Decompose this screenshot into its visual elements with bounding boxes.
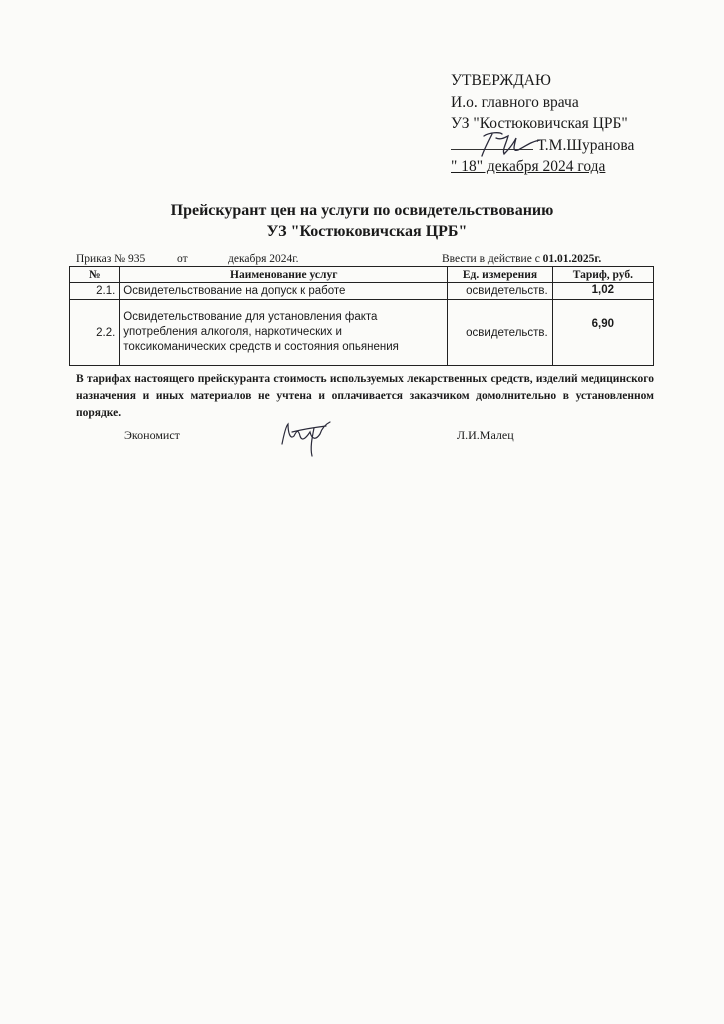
table-row xyxy=(70,300,654,366)
row-tariff: 6,90 xyxy=(552,300,653,366)
header-num: № xyxy=(70,267,120,283)
header-unit: Ед. измерения xyxy=(448,267,553,283)
price-table xyxy=(69,266,654,366)
row-unit: освидетельств. xyxy=(448,300,553,366)
row-num: 2.2. xyxy=(70,300,120,366)
order-number: Приказ № 935 xyxy=(76,253,146,265)
table-header-row xyxy=(70,267,654,283)
approval-block xyxy=(451,70,634,178)
approval-heading: УТВЕРЖДАЮ xyxy=(451,72,551,89)
economist-position: Экономист xyxy=(124,428,180,442)
header-name: Наименование услуг xyxy=(120,267,448,283)
document-title xyxy=(0,200,724,242)
tariff-note: В тарифах настоящего прейскуранта стоимость используемых лекарственных средств, изделий медицинского назначения и иных материалов не учтена и оплачивается заказчиком домолнительно в установленном порядке. xyxy=(76,373,654,419)
effective-label: Ввести в действие с xyxy=(442,253,540,265)
row-name: Освидетельствование на допуск к работе xyxy=(120,283,448,300)
row-name: Освидетельствование для установления факта употребления алкоголя, наркотических и токсикоманических средств и состояния опьянения xyxy=(120,300,448,366)
approval-organization: УЗ "Костюковичская ЦРБ" xyxy=(451,115,628,132)
effective-date: 01.01.2025г. xyxy=(542,253,602,265)
table-row xyxy=(70,283,654,300)
title-line-2: УЗ "Костюковичская ЦРБ" xyxy=(266,223,468,240)
row-unit: освидетельств. xyxy=(448,283,553,300)
order-date: декабря 2024г. xyxy=(228,253,299,265)
approval-position: И.о. главного врача xyxy=(451,93,579,111)
approval-signer: Т.М.Шуранова xyxy=(536,136,635,154)
economist-signature xyxy=(270,414,342,460)
title-line-1: Прейскурант цен на услуги по освидетельствованию xyxy=(170,202,554,219)
order-effective xyxy=(442,253,601,265)
row-tariff: 1,02 xyxy=(552,283,653,300)
header-tariff: Тариф, руб. xyxy=(552,267,653,283)
director-signature xyxy=(470,128,550,160)
row-num: 2.1. xyxy=(70,283,120,300)
approval-date: " 18" декабря 2024 года xyxy=(451,158,606,175)
order-from: от xyxy=(177,253,188,265)
economist-name: Л.И.Малец xyxy=(457,428,514,442)
